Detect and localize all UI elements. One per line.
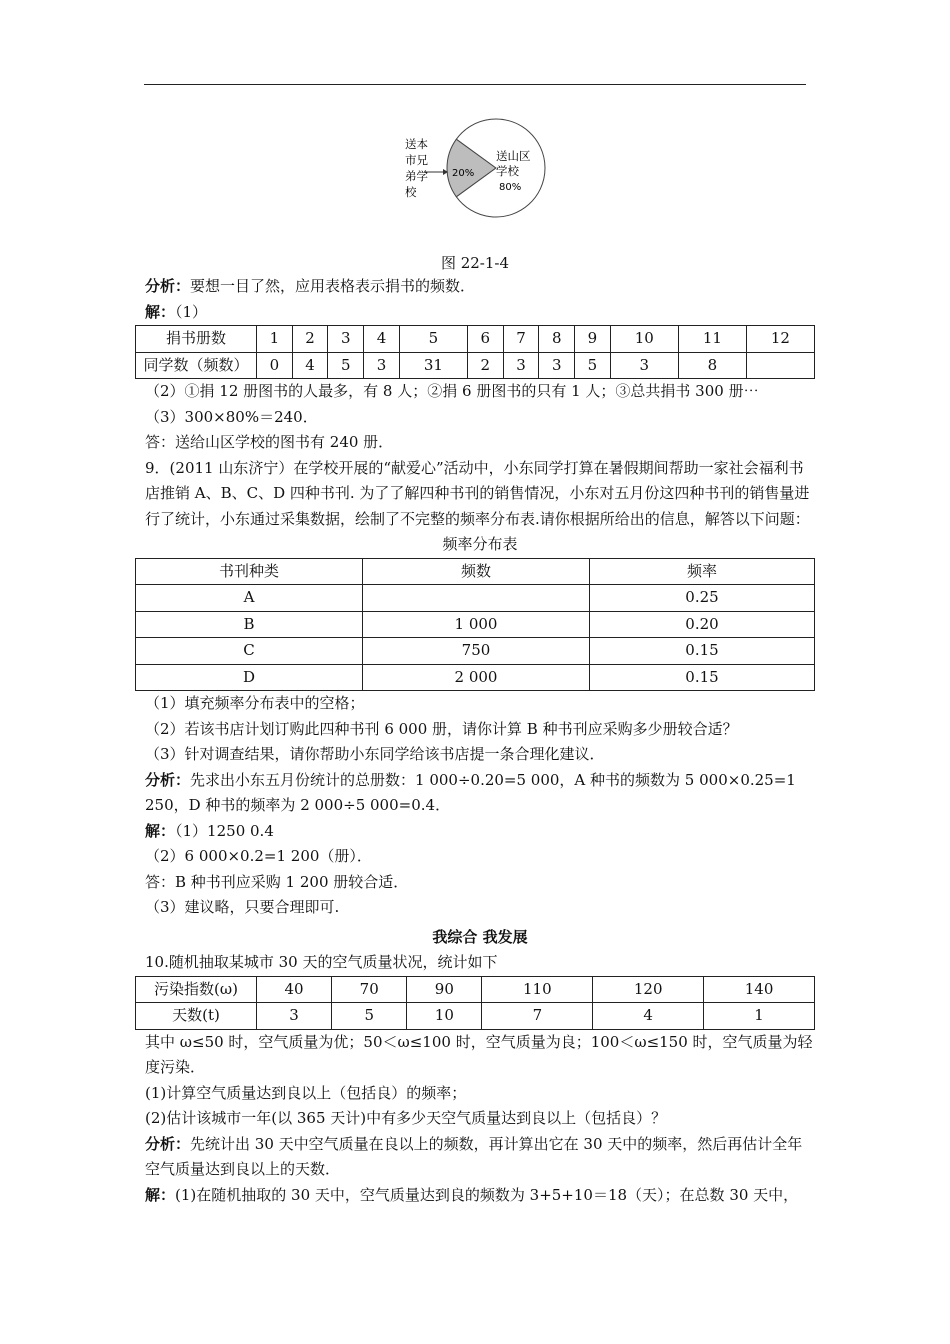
table-cell: 70 <box>332 976 407 1003</box>
donation-table <box>135 325 815 379</box>
table-cell: 3 <box>364 352 400 379</box>
q8-line2: （2）①捐 12 册图书的人最多，有 8 人；②捐 6 册图书的只有 1 人；③总共捐书 300 册⋯ <box>145 382 759 400</box>
q9-solution-3: （3）建议略，只要合理即可. <box>145 898 340 916</box>
q9-analysis-label: 分析： <box>145 770 191 789</box>
table-cell: 140 <box>704 976 815 1003</box>
section-title: 我综合 我发展 <box>432 927 528 946</box>
table-cell: 0.20 <box>590 611 815 638</box>
table-header-row <box>136 558 815 585</box>
table-header: 频数 <box>363 558 590 585</box>
q8-analysis: 要想一目了然，应用表格表示捐书的频数． <box>190 277 476 295</box>
q9-intro: 9．(2011 山东济宁）在学校开展的“献爱心”活动中，小东同学打算在暑假期间帮助一家社会福利书店推销 A、B、C、D 四种书刊. 为了了解四种书刊的销售情况，小东对五月份这四种书刊的销售量进行了统计，小东通过采集数据，绘制了不完整的频率分布表.请你根据所给出的信息，解答以下问题： <box>145 458 810 528</box>
table-cell: 9 <box>575 326 611 353</box>
table-row <box>136 611 815 638</box>
table-cell: 1 <box>704 1003 815 1030</box>
table-cell: 2 <box>467 352 503 379</box>
left-label-2: 市兄 <box>405 153 428 167</box>
table-cell: 0.25 <box>590 585 815 612</box>
table-cell: 1 <box>257 326 293 353</box>
q8-line3: （3）300×80%＝240． <box>145 407 318 426</box>
frequency-table <box>135 558 815 692</box>
table-row <box>136 976 815 1003</box>
table-cell <box>363 585 590 612</box>
table-row <box>136 352 815 379</box>
q10-analysis-label: 分析： <box>145 1134 191 1153</box>
table-cell: 2 <box>292 326 328 353</box>
table-row <box>136 1003 815 1030</box>
q8-answer: 答：送给山区学校的图书有 240 册． <box>145 433 394 451</box>
left-label-4: 校 <box>405 185 417 199</box>
q10-intro: 10.随机抽取某城市 30 天的空气质量状况，统计如下 <box>145 953 498 971</box>
q9-solution: （1）1250 0.4 <box>175 821 274 840</box>
table-cell: 3 <box>610 352 678 379</box>
right-label-2: 学校 <box>496 164 519 178</box>
q10-solution-label: 解： <box>145 1185 176 1204</box>
table-cell: 6 <box>467 326 503 353</box>
table-row-header: 同学数（频数） <box>136 352 257 379</box>
table-header: 频率 <box>590 558 815 585</box>
table-cell: 120 <box>593 976 704 1003</box>
table-row-header: 污染指数(ω) <box>136 976 257 1003</box>
q9-solution-2: （2）6 000×0.2=1 200（册）． <box>145 847 372 865</box>
header-rule <box>144 84 806 85</box>
table-cell: 40 <box>257 976 332 1003</box>
table-cell: 5 <box>332 1003 407 1030</box>
table-cell: 3 <box>503 352 539 379</box>
table-cell: 7 <box>482 1003 593 1030</box>
table-cell: 11 <box>678 326 746 353</box>
table-header: 书刊种类 <box>136 558 363 585</box>
table-row-header: 捐书册数 <box>136 326 257 353</box>
table-cell: 5 <box>575 352 611 379</box>
q9-answer: 答：B 种书刊应采购 1 200 册较合适． <box>145 872 409 891</box>
table-cell: 3 <box>257 1003 332 1030</box>
table-cell: 0.15 <box>590 638 815 665</box>
table-cell: 4 <box>292 352 328 379</box>
right-label-3: 80% <box>499 182 522 193</box>
table-row <box>136 585 815 612</box>
q9-question-2: （2）若该书店计划订购此四种书刊 6 000 册，请你计算 B 种书刊应采购多少册较合适？ <box>145 719 738 738</box>
left-label-1: 送本 <box>405 137 428 151</box>
figure-caption: 图 22-1-4 <box>440 254 510 272</box>
table-cell: 8 <box>539 326 575 353</box>
table-cell: 31 <box>399 352 467 379</box>
q9-question-1: （1）填充频率分布表中的空格； <box>145 694 365 712</box>
table-cell: 10 <box>407 1003 482 1030</box>
document-body <box>145 274 815 1208</box>
q8-solution: （1） <box>175 302 208 321</box>
table-cell: 0.15 <box>590 664 815 691</box>
table-cell: 1 000 <box>363 611 590 638</box>
table-cell: 0 <box>257 352 293 379</box>
table-cell: 12 <box>746 326 814 353</box>
air-quality-table <box>135 976 815 1030</box>
q10-solution: (1)在随机抽取的 30 天中，空气质量达到良的频数为 3+5+10＝18（天）；在总数 30 天中， <box>175 1185 799 1204</box>
table-row <box>136 326 815 353</box>
table-cell: A <box>136 585 363 612</box>
table-cell: 4 <box>364 326 400 353</box>
table-row-header: 天数(t) <box>136 1003 257 1030</box>
table-cell: 5 <box>328 352 364 379</box>
pie-chart-figure <box>395 118 555 218</box>
table-cell: 5 <box>399 326 467 353</box>
left-label-3: 弟学 <box>405 169 428 183</box>
slice-label-20: 20% <box>452 168 475 179</box>
q10-analysis: 先统计出 30 天中空气质量在良以上的频数，再计算出它在 30 天中的频率，然后再估计全年空气质量达到良以上的天数． <box>145 1134 803 1178</box>
table-cell: 2 000 <box>363 664 590 691</box>
table-cell: 750 <box>363 638 590 665</box>
q8-analysis-label: 分析： <box>145 277 191 295</box>
table-cell: 3 <box>539 352 575 379</box>
q10-question-1: (1)计算空气质量达到良以上（包括良）的频率； <box>145 1083 467 1102</box>
table-cell: 10 <box>610 326 678 353</box>
right-label-1: 送山区 <box>496 149 531 163</box>
table-row <box>136 664 815 691</box>
table-cell: 8 <box>678 352 746 379</box>
table-cell: C <box>136 638 363 665</box>
table-row <box>136 638 815 665</box>
table-cell <box>746 352 814 379</box>
table-cell: 4 <box>593 1003 704 1030</box>
q10-description: 其中 ω≤50 时，空气质量为优；50＜ω≤100 时，空气质量为良；100＜ω≤150 时，空气质量为轻度污染． <box>145 1032 813 1076</box>
q9-solution-label: 解： <box>145 821 176 840</box>
q9-table-title: 频率分布表 <box>442 535 518 553</box>
q10-question-2: (2)估计该城市一年(以 365 天计)中有多少天空气质量达到良以上（包括良）？ <box>145 1109 667 1127</box>
table-cell: 7 <box>503 326 539 353</box>
table-cell: D <box>136 664 363 691</box>
table-cell: B <box>136 611 363 638</box>
table-cell: 90 <box>407 976 482 1003</box>
table-cell: 110 <box>482 976 593 1003</box>
q8-solution-label: 解： <box>145 302 176 321</box>
pie-chart <box>395 118 555 218</box>
table-cell: 3 <box>328 326 364 353</box>
q9-question-3: （3）针对调查结果，请你帮助小东同学给该书店提一条合理化建议． <box>145 745 605 763</box>
q9-analysis: 先求出小东五月份统计的总册数：1 000÷0.20=5 000，A 种书的频数为 5 000×0.25=1 250，D 种书的频率为 2 000÷5 000=0.4． <box>145 770 796 814</box>
